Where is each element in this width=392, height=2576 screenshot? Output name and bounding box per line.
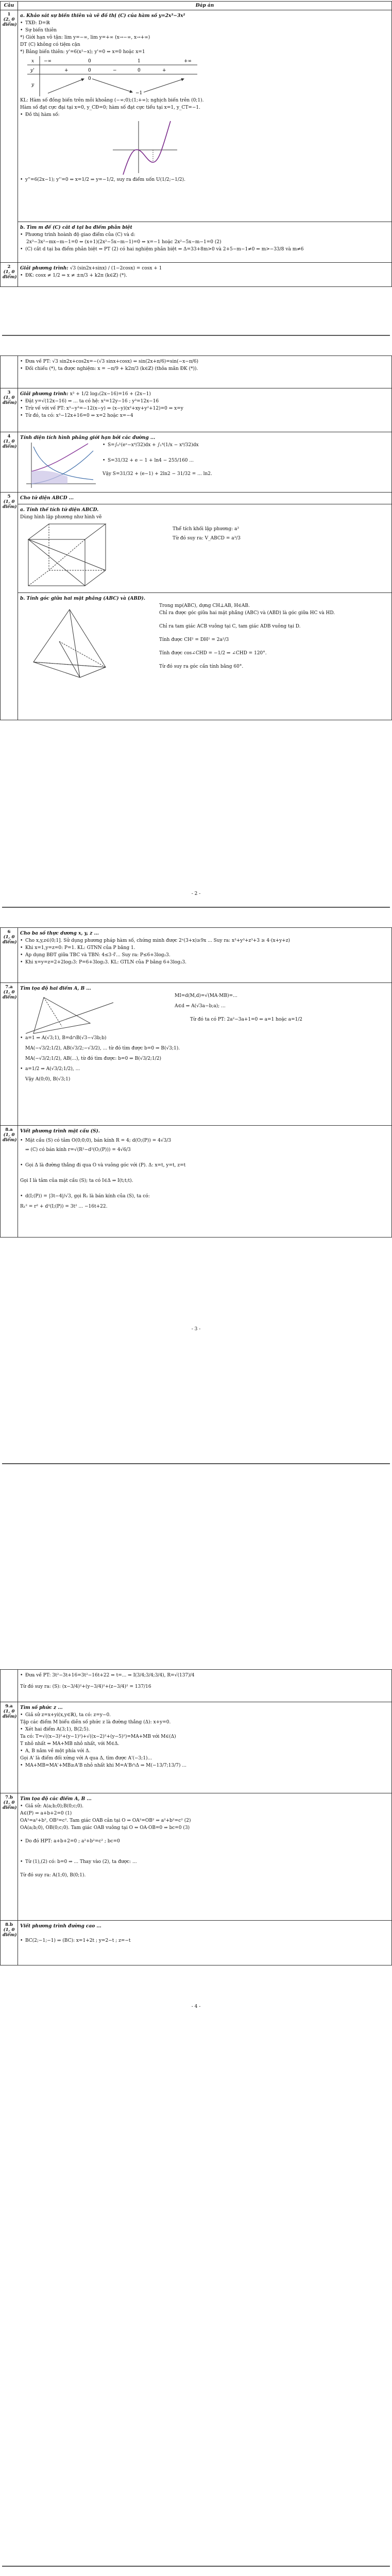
- table-sign: 0: [138, 68, 141, 73]
- q8b-label-cell: [1, 1921, 18, 1965]
- q6-label-cell: [1, 928, 18, 983]
- page-number: - 4 -: [191, 2004, 201, 2009]
- q7a-line: MA(−√3/2;1/2), AB(...), từ đó tìm được: b=0 ⇒ B(√3/2;1/2): [25, 1056, 161, 1061]
- q8a-title: Viết phương trình mặt cầu (S).: [20, 1129, 100, 1134]
- function-graph: [108, 119, 180, 176]
- page-separator: [2, 907, 390, 908]
- table-y-val: 0: [88, 76, 91, 81]
- q2-condition: ĐK: cosx ≠ 1/2 ⇔ x ≠ ±π/3 + k2π (k∈ℤ) (*).: [25, 273, 127, 278]
- q8a-line: d(I;(P)) = |3t−4|/√3, gọi R₁ là bán kính của (S), ta có:: [25, 1194, 150, 1199]
- q1b-line: Phương trình hoành độ giao điểm của (C) và d:: [25, 232, 135, 238]
- q9a-points: (1, 0 điểm): [3, 1709, 17, 1719]
- q2-title: Giải phương trình:: [20, 266, 70, 271]
- q1-points: (2, 0 điểm): [3, 17, 17, 27]
- q7a-line: a=1 ⇒ A(√3;1), B=d∩B(√3−√3b;b): [25, 1036, 107, 1041]
- variation-table: [27, 56, 202, 96]
- extrema-text: Hàm số đạt cực đại tại x=0, y_CĐ=0; hàm số đạt cực tiểu tại x=1, y_CT=−1.: [20, 105, 200, 110]
- q9a-line: T nhỏ nhất ⇔ MA+MB nhỏ nhất, với M∈Δ.: [20, 1741, 120, 1747]
- q8a-label-cell: [1, 1126, 18, 1238]
- table-x-label: x: [31, 59, 35, 64]
- q5b-text: Chỉ ra tam giác ACB vuông tại C, tam giác ADB vuông tại D.: [159, 624, 301, 629]
- q1b-cell: b. Tìm m để (C) cắt d tại ba điểm phân biệt • Phương trình hoành độ giao điểm của (C) và d: 2x³−3x²−mx−m−1=0 ⇔ (x+1)(2x²−5x−m−1)=0 ⇔ x=−1 hoặc 2x²−5x−m−1=0 (2) • (C) cắt d tại ba điểm phân biệt ⇔ PT (2) có hai nghiệm phân biệt ⇔ Δ=33+8m>0 và 2+5−m−1≠0 ⇔ m>−33/8 và m≠6: [18, 222, 392, 263]
- page-separator: [2, 1463, 390, 1464]
- monotonic-text: KL: Hàm số đồng biến trên mỗi khoảng (−∞;0);(1;+∞); nghịch biến trên (0;1).: [20, 98, 204, 103]
- q4-title: Tính diện tích hình phẳng giới hạn bởi các đường ...: [20, 435, 156, 440]
- q5b-text: Chỉ ra được góc giữa hai mặt phẳng (ABC) và (ABD) là góc giữa HC và HD.: [159, 611, 335, 616]
- cube-figure: [23, 519, 116, 588]
- q8b-title: Viết phương trình đường cao ...: [20, 1924, 101, 1929]
- q4-number: 4: [7, 434, 11, 439]
- q3-equation: x³ + 1/2 log₂(2x−16)=16 + (2x−1): [70, 392, 151, 397]
- q3-line: Trừ vế với vế PT: x³−y³=−12(x−y) ⇔ (x−y)(x²+xy+y²+12)=0 ⇔ x=y: [25, 406, 183, 411]
- page-4: [0, 1669, 392, 2009]
- q8a-cont-cell: • Đưa về PT: 3t²−3t+16=3t²−16t+22 ⇔ t=... ⇒ I(3/4;3/4;3/4), R=√(137)/4 Từ đó suy ra: (S): (x−3/4)²+(y−3/4)²+(z−3/4)² = 137/16: [18, 1670, 392, 1702]
- q8b-number: 8.b: [5, 1922, 13, 1927]
- q6-cell: Cho ba số thực dương x, y, z ... • Cho x,y,z∈(0;1]. Sử dụng phương pháp hàm số, chứng minh được 2ˣ(3+x)≥9x ... Suy ra: x³+y³+z³+3 ≥ 4·(x+y+z) • Khi x=1,y=z=0: P=1. KL: GTNN của P bằng 1. • Áp dụng BĐT giữa TBC và TBN: 4≤3·∛... Suy ra: P≤6+3log₂3. • Khi x=y=z=2+2log₂3: P=6+3log₂3. KL: GTLN của P bằng 6+3log₂3.: [18, 928, 392, 983]
- q5-points: (1, 0 điểm): [3, 499, 17, 510]
- q9a-label-cell: [1, 1702, 18, 1793]
- q3-points: (1, 0 điểm): [3, 395, 17, 405]
- table-y-val: −1: [135, 91, 143, 96]
- q8b-points: (1, 0 điểm): [3, 1927, 17, 1938]
- q5a-title: a. Tính thể tích tứ diện ABCD.: [20, 507, 99, 513]
- q1a-cell: a. Khảo sát sự biến thiên và vẽ đồ thị (C) của hàm số y=2x³−3x² • TXĐ: D=ℝ • Sự biến thiên *) Giới hạn vô tận: lim y=−∞, lim y=+∞ (x→−∞, x→+∞) DT (C) không có tiệm cận *) Bảng biến thiên: y'=6(x²−x); y'=0 ⇔ x=0 hoặc x=1 x y' y −∞ 0 1 +∞ + 0 − 0 + 0 −1 KL: Hàm số đồng biến trên mỗi khoảng (−∞;0);(1;+∞); nghịch biến trên (0;1). Hàm số đạt cực đại tại x=0, y_CĐ=0; hàm số đạt cực tiểu tại x=1, y_CT=−1. • Đồ thị hàm số: • y''=6(2x−1); y''=0 ⇔ x=1/2 ⇒ y=−1/2, suy ra điểm uốn U(1/2;−1/2).: [18, 10, 392, 222]
- q1-label-cell: [1, 10, 18, 263]
- q7b-line: Từ đó suy ra: A(1;0), B(0;1).: [20, 1873, 86, 1878]
- q8a-line: ⇒ (C) có bán kính r=√(R²−d²(O;(P))) = 4√6/3: [25, 1147, 131, 1153]
- q8a-cont-label: [1, 1670, 18, 1702]
- q5-title-cell: [18, 493, 392, 504]
- q8a-cont-line: Đưa về PT: 3t²−3t+16=3t²−16t+22 ⇔ t=... ⇒ I(3/4;3/4;3/4), R=√(137)/4: [25, 1673, 195, 1678]
- q6-title: Cho ba số thực dương x, y, z ...: [20, 931, 99, 936]
- q5a-right-text: Từ đó suy ra: V_ABCD = a³/3: [173, 536, 241, 541]
- header-dapan: Đáp án: [18, 2, 392, 10]
- q1b-line: 2x³−3x²−mx−m−1=0 ⇔ (x+1)(2x²−5x−m−1)=0 ⇔ x=−1 hoặc 2x²−5x−m−1=0 (2): [26, 240, 221, 245]
- table-y-label: y: [31, 82, 35, 88]
- q3-line: Từ đó, ta có: x³−12x+16=0 ⇔ x=2 hoặc x=−4: [25, 413, 133, 418]
- q8b-cell: Viết phương trình đường cao ... • BC(2;−1;−1) ⇒ (BC): x=1+2t ; y=2−t ; z=−t: [18, 1921, 392, 1965]
- q1a-line: *) Giới hạn vô tận: lim y=−∞, lim y=+∞ (x→−∞, x→+∞): [20, 35, 150, 40]
- q1b-line: (C) cắt d tại ba điểm phân biệt ⇔ PT (2) có hai nghiệm phân biệt ⇔ Δ=33+8m>0 và 2+5−m−1≠0 ⇔ m>−33/8 và m≠6: [25, 247, 304, 252]
- q6-line: Cho x,y,z∈(0;1]. Sử dụng phương pháp hàm số, chứng minh được 2ˣ(3+x)≥9x ... Suy ra: x³+y³+z³+3 ≥ 4·(x+y+z): [25, 938, 290, 943]
- q9a-line: Gọi A' là điểm đối xứng với A qua Δ, tìm được A'(−3;1)...: [20, 1756, 152, 1761]
- q7a-line: Vậy A(0;0), B(√3;1): [25, 1077, 71, 1082]
- q5a-left-text: Dùng hình lập phương như hình vẽ: [20, 515, 102, 520]
- q9a-line: A, B nằm về một phía với Δ.: [25, 1749, 91, 1754]
- q3-number: 3: [7, 390, 11, 395]
- q8a-points: (1, 0 điểm): [3, 1132, 17, 1143]
- q2-cont-line: Đưa về PT: √3 sin2x+cos2x=−(√3 sinx+cosx) ⇔ sin(2x+π/6)=sin(−x−π/6): [25, 359, 199, 364]
- q7a-text: MI=d(M,d)=√(MA·MB)=...: [175, 993, 237, 998]
- table-x-val: 0: [88, 59, 91, 64]
- table-sign: +: [64, 68, 69, 73]
- q4-points: (1, 0 điểm): [3, 439, 17, 449]
- triangle-figure: [23, 992, 116, 1041]
- q6-line: Khi x=y=z=2+2log₂3: P=6+3log₂3. KL: GTLN của P bằng 6+3log₂3.: [25, 960, 187, 965]
- q1a-line: Sự biến thiên: [25, 28, 57, 33]
- q8a-line: Mặt cầu (S) có tâm O(0;0;0), bán kính R = 4; d(O;(P)) = 4√3/3: [25, 1138, 172, 1143]
- q7a-number: 7.a: [5, 985, 13, 990]
- q7a-line: MA(−√3/2;1/2), AB(√3/2;−√3/2), ... từ đó tìm được b=0 ⇒ B(√3;1).: [25, 1046, 180, 1051]
- q8a-line: Gọi Δ là đường thẳng đi qua O và vuông góc với (P). Δ: x=t, y=t, z=t: [25, 1163, 186, 1168]
- q8a-cont-line: Từ đó suy ra: (S): (x−3/4)²+(y−3/4)²+(z−3/4)² = 137/16: [20, 1684, 151, 1689]
- q7b-line: OA²=a²+b², OB²=c². Tam giác OAB cân tại O ⇒ OA²=OB² ⇒ a²+b²=c² (2): [20, 1818, 191, 1823]
- q8a-line: Gọi I là tâm của mặt cầu (S); ta có I∈Δ ⇒ I(t;t;t).: [20, 1178, 133, 1183]
- q5-title: Cho tứ diện ABCD ...: [20, 496, 74, 501]
- q1a-line: *) Bảng biến thiên: y'=6(x²−x); y'=0 ⇔ x=0 hoặc x=1: [20, 49, 145, 55]
- q5b-cell: [18, 593, 392, 720]
- q1a-line: DT (C) không có tiệm cận: [20, 42, 80, 47]
- q2-cont-line: Đối chiếu (*), ta được nghiệm: x = −π/9 + k2π/3 (k∈ℤ) (thỏa mãn ĐK (*)).: [25, 366, 198, 371]
- q7b-label-cell: [1, 1793, 18, 1921]
- q2-equation: √3 (sin2x+sinx) / (1−2cosx) = cosx + 1: [70, 266, 162, 271]
- q2-cont-label: [1, 356, 18, 388]
- q9a-line: Xét hai điểm A(3;1), B(2;5).: [25, 1727, 90, 1732]
- page-number: - 2 -: [191, 891, 201, 896]
- q2-cont-cell: • Đưa về PT: √3 sin2x+cos2x=−(√3 sinx+cosx) ⇔ sin(2x+π/6)=sin(−x−π/6) • Đối chiếu (*), ta được nghiệm: x = −π/9 + k2π/3 (k∈ℤ) (thỏa mãn ĐK (*)).: [18, 356, 392, 388]
- answer-table: [0, 355, 392, 720]
- q3-cell: Giải phương trình: x³ + 1/2 log₂(2x−16)=16 + (2x−1) • Đặt y=√(12x−16) ⇒ ... ta có hệ: x³=12y−16 ; y³=12x−16 • Trừ vế với vế PT: x³−y³=−12(x−y) ⇔ (x−y)(x²+xy+y²+12)=0 ⇔ x=y • Từ đó, ta có: x³−12x+16=0 ⇔ x=2 hoặc x=−4: [18, 388, 392, 432]
- q6-number: 6: [7, 929, 11, 935]
- inflection-text: y''=6(2x−1); y''=0 ⇔ x=1/2 ⇒ y=−1/2, suy ra điểm uốn U(1/2;−1/2).: [25, 177, 186, 182]
- q9a-line: MA+MB=MA'+MB≥A'B nhỏ nhất khi M=A'B∩Δ ⇒ M(−13/7;13/7) ...: [25, 1763, 186, 1768]
- answer-table: [0, 1, 392, 287]
- q6-points: (1, 0 điểm): [3, 935, 17, 945]
- q7b-line: A∈(P) ⇒ a+b+2=0 (1): [20, 1811, 72, 1816]
- q8a-cell: Viết phương trình mặt cầu (S). • Mặt cầu (S) có tâm O(0;0;0), bán kính R = 4; d(O;(P)) = 4√3/3 ⇒ (C) có bán kính r=√(R²−d²(O;(P))) = 4√6/3 • Gọi Δ là đường thẳng đi qua O và vuông góc với (P). Δ: x=t, y=t, z=t Gọi I là tâm của mặt cầu (S); ta có I∈Δ ⇒ I(t;t;t). • d(I;(P)) = |3t−4|/√3, gọi R₁ là bán kính của (S), ta có: R₁² = r² + d²(I;(P)) = 3t² ... −16t+22.: [18, 1126, 392, 1238]
- q2-points: (1, 0 điểm): [3, 269, 17, 280]
- table-x-val: −∞: [44, 59, 52, 64]
- q4-line: Vậy S=31/32 + (e−1) + 2ln2 − 31/32 = ... ln2.: [103, 471, 212, 477]
- q5b-title: b. Tính góc giữa hai mặt phẳng (ABC) và (ABD).: [20, 596, 146, 601]
- q5b-text: Tính được CH² = DH² = 2a²/3: [159, 637, 229, 642]
- q5-number: 5: [7, 494, 11, 499]
- q5b-text: Trong mp(ABC), dựng CH⊥AB, H∈AB.: [159, 603, 250, 608]
- q9a-title: Tìm số phức z ...: [20, 1705, 63, 1710]
- page-separator: [2, 335, 390, 336]
- table-sign: −: [113, 68, 117, 73]
- q5-label-cell: [1, 493, 18, 720]
- q7a-points: (1, 0 điểm): [3, 990, 17, 1000]
- q7a-text: A∈d ⇒ A(√3a−b;a); ...: [175, 1004, 226, 1009]
- table-x-val: 1: [138, 59, 141, 64]
- q2-number: 2: [7, 264, 11, 269]
- page-2: [0, 355, 392, 896]
- page-3: [0, 927, 392, 1332]
- q8a-line: R₁² = r² + d²(I;(P)) = 3t² ... −16t+22.: [20, 1204, 108, 1209]
- q6-line: Khi x=1,y=z=0: P=1. KL: GTNN của P bằng 1.: [25, 945, 135, 951]
- table-sign: +: [162, 68, 166, 73]
- q5a-cell: [18, 504, 392, 593]
- q7b-line: OA(a;b;0), OB(0;c;0). Tam giác OAB vuông tại O ⇔ OA·OB=0 ⇒ bc=0 (3): [20, 1825, 190, 1831]
- q9a-cell: Tìm số phức z ... • Giả sử z=x+yi(x,y∈ℝ), ta có: z=y−0. Tập các điểm M biểu diễn số phức z là đường thẳng (Δ): x+y=0. • Xét hai điểm A(3;1), B(2;5). Ta có: T=√((x−3)²+(y−1)²)+√((x−2)²+(y−5)²)=MA+MB với M∈(Δ) T nhỏ nhất ⇔ MA+MB nhỏ nhất, với M∈Δ. • A, B nằm về một phía với Δ. Gọi A' là điểm đối xứng với A qua Δ, tìm được A'(−3;1)... • MA+MB=MA'+MB≥A'B nhỏ nhất khi M=A'B∩Δ ⇒ M(−13/7;13/7) ...: [18, 1702, 392, 1793]
- q4-cell: Tính diện tích hình phẳng giới hạn bởi các đường ... • S=∫₀¹(eˣ−x⁴/32)dx + ∫₁⁴(1/x − x⁴/32)dx • S=31/32 + e − 1 + ln4 − 255/160 ... Vậy S=31/32 + (e−1) + 2ln2 − 31/32 = ... ln2.: [18, 432, 392, 493]
- q5a-right-text: Thể tích khối lập phương: a³: [173, 527, 239, 532]
- page-1: [0, 1, 392, 287]
- q7b-line: Giả sử: A(a;b;0);B(0;c;0).: [25, 1804, 84, 1809]
- q3-title: Giải phương trình:: [20, 392, 70, 397]
- page-number: - 3 -: [191, 1327, 201, 1332]
- q7b-line: Do đó HPT: a+b+2=0 ; a²+b²=c² ; bc=0: [25, 1839, 120, 1844]
- table-yp-label: y': [30, 68, 35, 73]
- header-cau: Câu: [1, 2, 18, 10]
- q4-label-cell: [1, 432, 18, 493]
- q1a-title: a. Khảo sát sự biến thiên và vẽ đồ thị (C) của hàm số y=2x³−3x²: [20, 13, 185, 19]
- q9a-line: Giả sử z=x+yi(x,y∈ℝ), ta có: z=y−0.: [25, 1713, 111, 1718]
- q1-number: 1: [7, 12, 11, 17]
- q8a-number: 8.a: [5, 1127, 13, 1132]
- q4-line: S=∫₀¹(eˣ−x⁴/32)dx + ∫₁⁴(1/x − x⁴/32)dx: [108, 443, 199, 448]
- tetrahedron-figure: [28, 605, 116, 683]
- q7a-line: a=1/2 ⇒ A(√3/2;1/2), ...: [25, 1066, 80, 1072]
- answer-table: [0, 927, 392, 1238]
- answer-table: [0, 1669, 392, 1965]
- graph-title: Đồ thị hàm số:: [25, 112, 60, 117]
- page-separator: [2, 2566, 390, 2567]
- q5b-text: Từ đó suy ra góc cần tính bằng 60°.: [159, 664, 244, 669]
- q6-line: Áp dụng BĐT giữa TBC và TBN: 4≤3·∛... Suy ra: P≤6+3log₂3.: [25, 953, 171, 958]
- q9a-line: Ta có: T=√((x−3)²+(y−1)²)+√((x−2)²+(y−5)²)=MA+MB với M∈(Δ): [20, 1734, 176, 1739]
- table-sign: 0: [88, 68, 91, 73]
- q1b-title: b. Tìm m để (C) cắt d tại ba điểm phân biệt: [20, 225, 132, 230]
- q7b-line: Từ (1),(2) có: b=0 ⇒ ... Thay vào (2), ta được: ...: [25, 1859, 137, 1865]
- q2-cell: Giải phương trình: √3 (sin2x+sinx) / (1−2cosx) = cosx + 1 • ĐK: cosx ≠ 1/2 ⇔ x ≠ ±π/3 + k2π (k∈ℤ) (*).: [18, 263, 392, 287]
- q7b-title: Tìm tọa độ các điểm A, B ...: [20, 1797, 92, 1802]
- table-x-val: +∞: [184, 59, 192, 64]
- q7a-title: Tìm tọa độ hai điểm A, B ...: [20, 986, 91, 991]
- q9a-line: Tập các điểm M biểu diễn số phức z là đường thẳng (Δ): x+y=0.: [20, 1720, 171, 1725]
- q3-label-cell: [1, 388, 18, 432]
- q8b-line: BC(2;−1;−1) ⇒ (BC): x=1+2t ; y=2−t ; z=−t: [25, 1938, 131, 1943]
- q7a-cell: Tìm tọa độ hai điểm A, B ... MI=d(M,d)=√(MA·MB)=... A∈d ⇒ A(√3a−b;a); ... Từ đó ta có PT: 2a²−3a+1=0 ⇔ a=1 hoặc a=1/2 • a=1 ⇒ A(√3;1), B=d∩B(√3−√3b;b) MA(−√3/2;1/2), AB(√3/2;−√3/2), ... từ đó tìm được b=0 ⇒ B(√3;1). MA(−√3/2;1/2), AB(...), từ đó tìm được: b=0 ⇒ B(√3/2;1/2) • a=1/2 ⇒ A(√3/2;1/2), ... Vậy A(0;0), B(√3;1): [18, 983, 392, 1126]
- q7a-label-cell: [1, 983, 18, 1126]
- q7b-cell: Tìm tọa độ các điểm A, B ... • Giả sử: A(a;b;0);B(0;c;0). A∈(P) ⇒ a+b+2=0 (1) OA²=a²+b², OB²=c². Tam giác OAB cân tại O ⇒ OA²=OB² ⇒ a²+b²=c² (2) OA(a;b;0), OB(0;c;0). Tam giác OAB vuông tại O ⇔ OA·OB=0 ⇒ bc=0 (3) • Do đó HPT: a+b+2=0 ; a²+b²=c² ; bc=0 • Từ (1),(2) có: b=0 ⇒ ... Thay vào (2), ta được: ... Từ đó suy ra: A(1;0), B(0;1).: [18, 1793, 392, 1921]
- q7b-points: (1, 0 điểm): [3, 1800, 17, 1810]
- q7b-number: 7.b: [5, 1795, 13, 1800]
- q5b-text: Tính được cos∠CHD = −1/2 ⇒ ∠CHD = 120°.: [159, 651, 267, 656]
- area-figure: [21, 440, 98, 489]
- q2-label-cell: [1, 263, 18, 287]
- q9a-number: 9.a: [5, 1704, 13, 1709]
- q4-line: S=31/32 + e − 1 + ln4 − 255/160 ...: [108, 458, 194, 463]
- q3-line: Đặt y=√(12x−16) ⇒ ... ta có hệ: x³=12y−16 ; y³=12x−16: [25, 399, 159, 404]
- q1a-line: TXĐ: D=ℝ: [25, 21, 50, 26]
- q7a-text: Từ đó ta có PT: 2a²−3a+1=0 ⇔ a=1 hoặc a=1/2: [190, 1017, 302, 1022]
